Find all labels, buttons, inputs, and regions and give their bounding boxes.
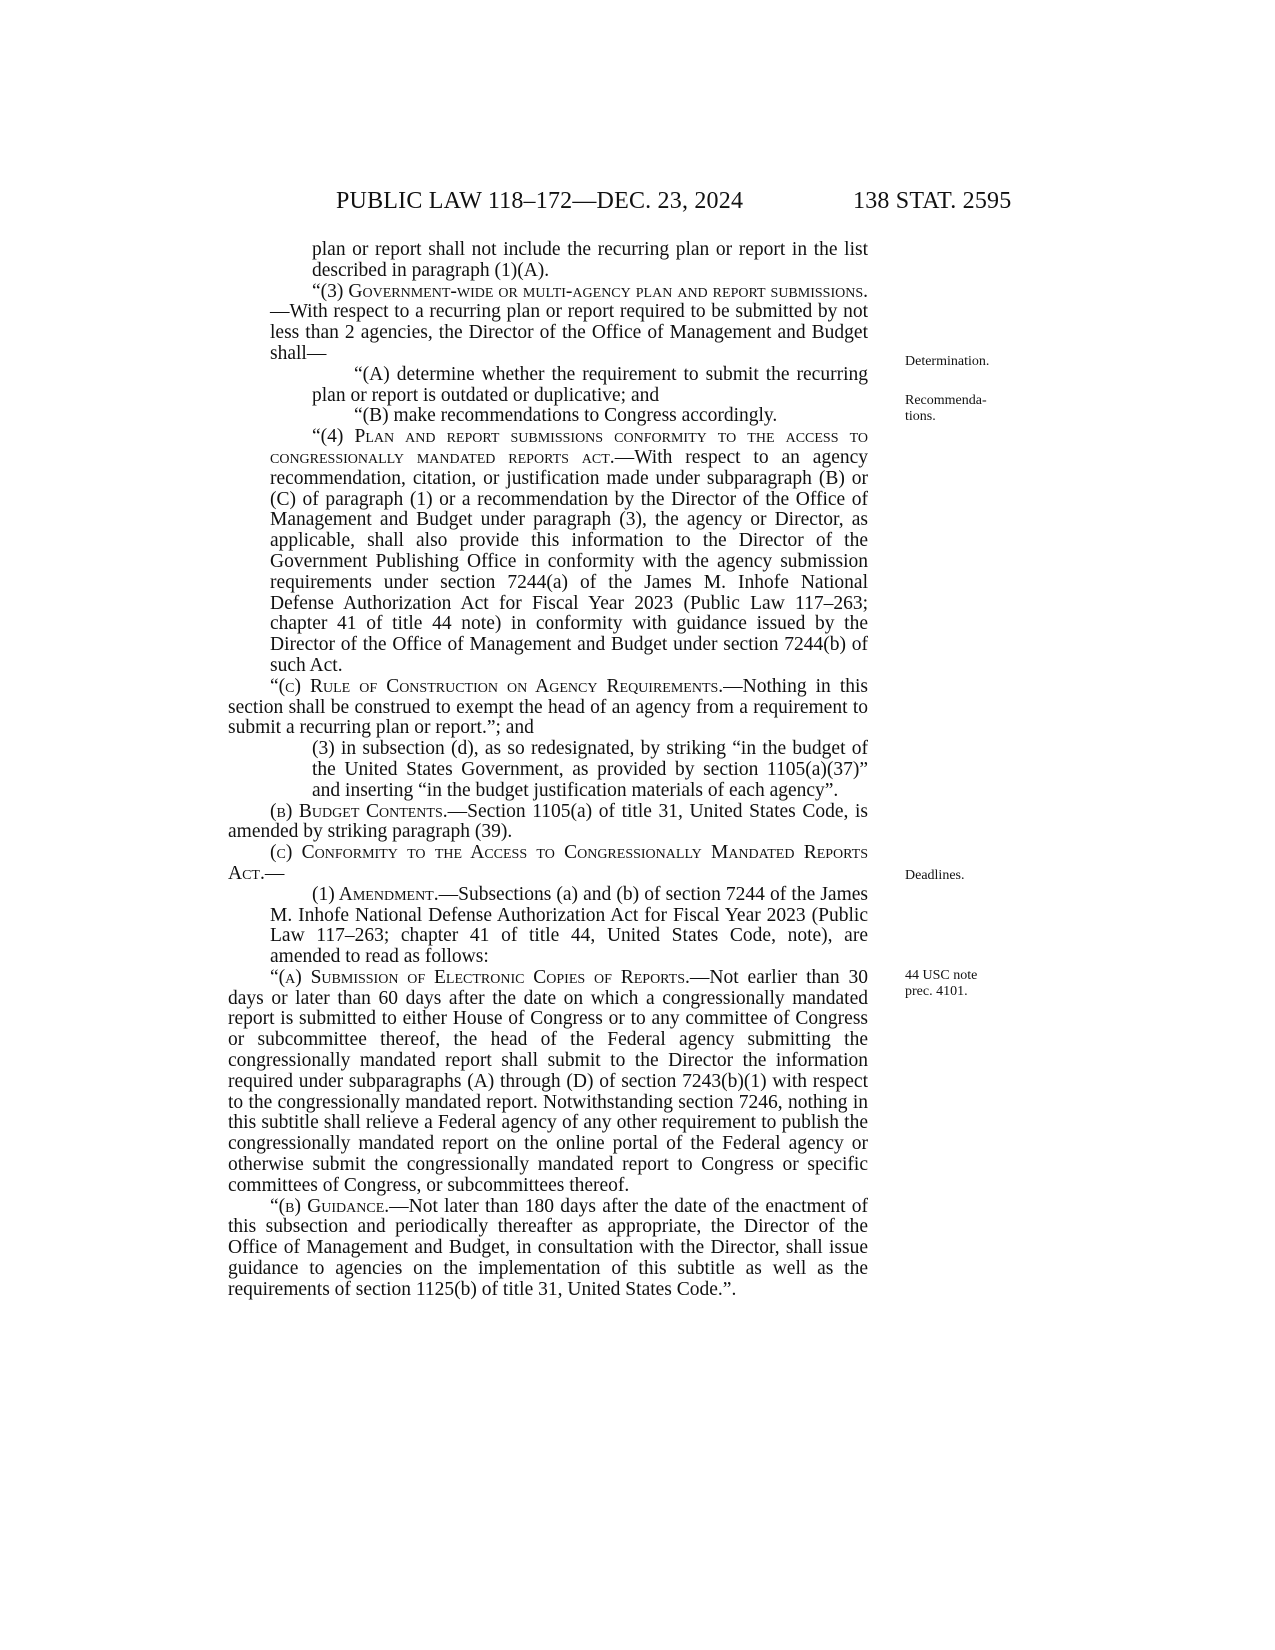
- subparagraph-b: “(B) make recommendations to Congress accordingly.: [354, 405, 778, 427]
- paragraph-1-amendment: (1) Amendment.—Subsections (a) and (b) of section 7244 of the James M. Inhofe National Defense Authorization Act for Fiscal Year 2023 (Public Law 117–263; chapter 41 of title 44, United States Code, note), are amended to read as follows:: [270, 883, 868, 968]
- paragraph-3-subsection-d: (3) in subsection (d), as so redesignated, by striking “in the budget of the United States Government, as provided by section 1105(a)(37)” and inserting “in the budget justification materials of each agency”.: [312, 738, 868, 801]
- paragraph-4-conformity: “(4) Plan and report submissions conformity to the access to congressionally mandated reports act.—With respect to an agency recommendation, citation, or justification made under subparagraph (B) or (C) of paragraph (1) or a recommendation by the Director of the Office of Management and Budget under paragraph (3), the agency or Director, as applicable, shall also provide this information to the Director of the Government Publishing Office in conformity with the agency submission requirements under section 7244(a) of the James M. Inhofe National Defense Authorization Act for Fiscal Year 2023 (Public Law 117–263; chapter 41 of title 44 note) in conformity with guidance issued by the Director of the Office of Management and Budget under section 7244(b) of such Act.: [270, 426, 868, 676]
- paragraph-heading: (b) Budget Contents.: [270, 800, 448, 822]
- subsection-b-budget: (b) Budget Contents.—Section 1105(a) of title 31, United States Code, is amended by striking paragraph (39).: [228, 800, 868, 843]
- margin-note-deadlines: Deadlines.: [905, 868, 965, 883]
- subparagraph-a: “(A) determine whether the requirement to submit the recurring plan or report is outdated or duplicative; and: [312, 363, 868, 406]
- paragraph-heading: (1) Amendment.: [312, 883, 439, 905]
- paragraph-heading: “(4) Plan and report submissions conformity to the access to congressionally mandated reports act.: [270, 426, 868, 468]
- subsection-b-guidance: “(b) Guidance.—Not later than 180 days after the date of the enactment of this subsection and periodically thereafter as appropriate, the Director of the Office of Management and Budget, in consultation with the Director, shall issue guidance to agencies on the implementation of this subtitle as well as the requirements of section 1125(b) of title 31, United States Code.”.: [228, 1195, 868, 1300]
- margin-note-usc-citation: 44 USC note prec. 4101.: [905, 968, 978, 999]
- paragraph-heading: (c) Conformity to the Access to Congressionally Mandated Reports Act.: [228, 842, 868, 884]
- subsection-c-rule: “(c) Rule of Construction on Agency Requirements.—Nothing in this section shall be construed to exempt the head of an agency from a requirement to submit a recurring plan or report.”; and: [228, 675, 868, 739]
- margin-note-determination: Determination.: [905, 354, 990, 369]
- paragraph-3-submissions: “(3) Government-wide or multi-agency plan and report submissions.—With respect to a recurring plan or report required to be submitted by not less than 2 agencies, the Director of the Office of Management and Budget shall—: [270, 280, 868, 364]
- subsection-a-submission: “(a) Submission of Electronic Copies of Reports.—Not earlier than 30 days or later than 60 days after the date on which a congressionally mandated report is submitted to either House of Congress or to any committee of Congress or subcommittee thereof, the head of the Federal agency submitting the congressionally mandated report shall submit to the Director the information required under subparagraphs (A) through (D) of section 7243(b)(1) with respect to the congressionally mandated report. Notwithstanding section 7246, nothing in this subtitle shall relieve a Federal agency of any other requirement to publish the congressionally mandated report on the online portal of the Federal agency or otherwise submit the congressionally mandated report to Congress or specific committees of Congress, or subcommittees thereof.: [228, 966, 868, 1196]
- statute-page-number: 138 STAT. 2595: [853, 188, 1012, 214]
- paragraph-heading: “(c) Rule of Construction on Agency Requirements.: [270, 675, 724, 697]
- margin-note-recommendations: Recommenda- tions.: [905, 393, 987, 424]
- paragraph-heading: “(3) Government-wide or multi-agency plan and report submissions.: [312, 280, 868, 302]
- paragraph-continuation: plan or report shall not include the recurring plan or report in the list described in paragraph (1)(A).: [312, 239, 868, 281]
- paragraph-heading: “(a) Submission of Electronic Copies of Reports.: [270, 966, 690, 988]
- paragraph-heading: “(b) Guidance.: [270, 1195, 390, 1217]
- subsection-c-conformity: (c) Conformity to the Access to Congressionally Mandated Reports Act.—: [228, 842, 868, 884]
- public-law-heading: PUBLIC LAW 118–172—DEC. 23, 2024: [336, 188, 744, 214]
- document-body: [228, 240, 868, 1301]
